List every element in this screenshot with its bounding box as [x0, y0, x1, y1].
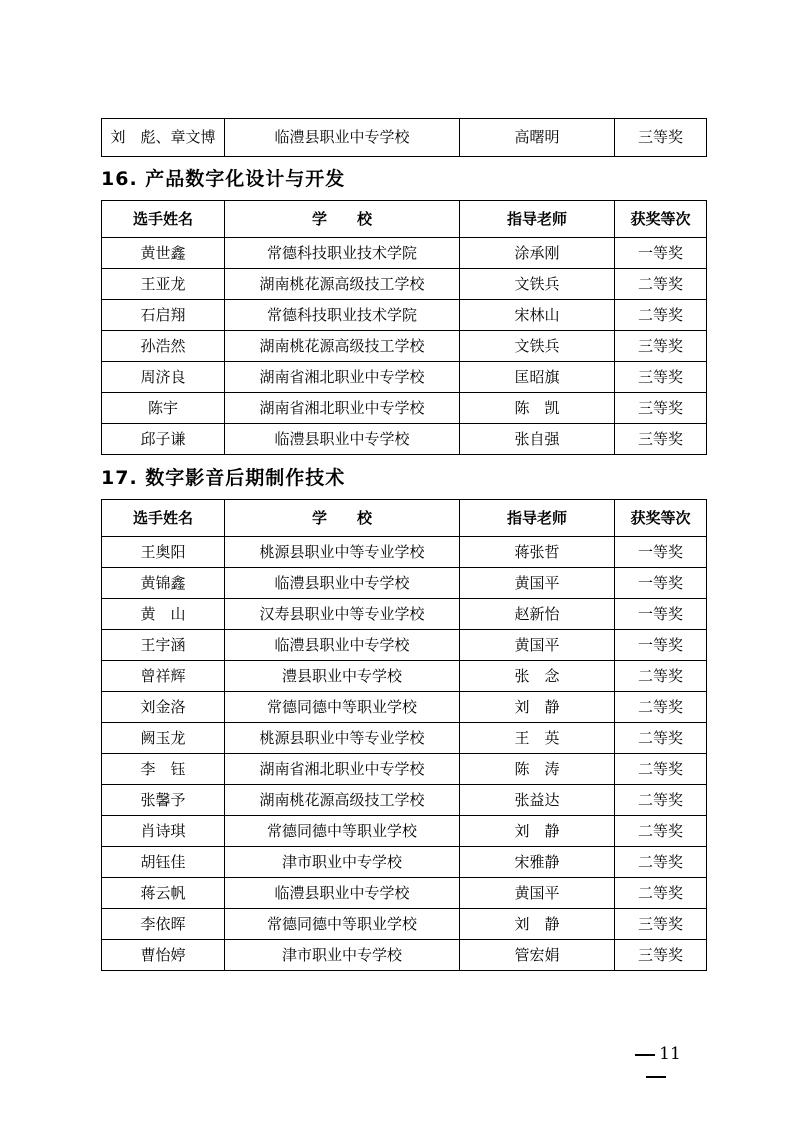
- school-cell: 临澧县职业中专学校: [225, 630, 460, 661]
- award-cell: 三等奖: [615, 331, 707, 362]
- section-16-title: 16. 产品数字化设计与开发: [101, 168, 346, 190]
- table-row: [102, 269, 707, 300]
- table-row: [102, 940, 707, 971]
- teacher-cell: 陈 涛: [460, 754, 615, 785]
- page-number: [620, 1043, 692, 1087]
- teacher-cell: 宋雅静: [460, 847, 615, 878]
- teacher-cell: 文铁兵: [460, 269, 615, 300]
- table-row: [102, 599, 707, 630]
- page-number-value: 11: [659, 1044, 681, 1064]
- table-row: [102, 661, 707, 692]
- column-header-name: 选手姓名: [102, 201, 225, 238]
- continued-results-table: [101, 118, 707, 157]
- table-row: [102, 238, 707, 269]
- school-cell: 湖南桃花源高级技工学校: [225, 785, 460, 816]
- school-cell: 湖南省湘北职业中专学校: [225, 362, 460, 393]
- table-row: [102, 331, 707, 362]
- award-cell: 三等奖: [615, 909, 707, 940]
- teacher-cell: 陈 凯: [460, 393, 615, 424]
- contestant-name-cell: 曹怡婷: [102, 940, 225, 971]
- school-cell: 澧县职业中专学校: [225, 661, 460, 692]
- contestant-name-cell: 石启翔: [102, 300, 225, 331]
- school-cell: 常德同德中等职业学校: [225, 909, 460, 940]
- table-row: [102, 537, 707, 568]
- table-row: [102, 723, 707, 754]
- table-row: [102, 119, 707, 157]
- table-row: [102, 568, 707, 599]
- award-cell: 二等奖: [615, 723, 707, 754]
- table-row: [102, 847, 707, 878]
- school-cell: 临澧县职业中专学校: [225, 119, 460, 157]
- award-cell: 三等奖: [615, 362, 707, 393]
- teacher-cell: 张 念: [460, 661, 615, 692]
- teacher-cell: 黄国平: [460, 568, 615, 599]
- table-row: [102, 909, 707, 940]
- award-cell: 一等奖: [615, 630, 707, 661]
- award-cell: 三等奖: [615, 119, 707, 157]
- table-header-row: [102, 500, 707, 537]
- contestant-name-cell: 周济良: [102, 362, 225, 393]
- contestant-name-cell: 李依晖: [102, 909, 225, 940]
- award-cell: 一等奖: [615, 238, 707, 269]
- school-cell: 津市职业中专学校: [225, 940, 460, 971]
- teacher-cell: 张自强: [460, 424, 615, 455]
- column-header-school: 学 校: [225, 500, 460, 537]
- school-cell: 常德同德中等职业学校: [225, 816, 460, 847]
- column-header-teacher: 指导老师: [460, 500, 615, 537]
- school-cell: 临澧县职业中专学校: [225, 424, 460, 455]
- school-cell: 湖南省湘北职业中专学校: [225, 393, 460, 424]
- contestant-name-cell: 曾祥辉: [102, 661, 225, 692]
- contestant-name-cell: 王奥阳: [102, 537, 225, 568]
- teacher-cell: 刘 静: [460, 909, 615, 940]
- teacher-cell: 高曙明: [460, 119, 615, 157]
- contestant-name-cell: 刘 彪、章文博: [102, 119, 225, 157]
- contestant-name-cell: 邱子谦: [102, 424, 225, 455]
- school-cell: 常德科技职业技术学院: [225, 238, 460, 269]
- table-row: [102, 300, 707, 331]
- contestant-name-cell: 阙玉龙: [102, 723, 225, 754]
- school-cell: 临澧县职业中专学校: [225, 568, 460, 599]
- award-cell: 二等奖: [615, 816, 707, 847]
- teacher-cell: 宋林山: [460, 300, 615, 331]
- contestant-name-cell: 李 钰: [102, 754, 225, 785]
- contestant-name-cell: 王亚龙: [102, 269, 225, 300]
- section-17-title: 17. 数字影音后期制作技术: [101, 467, 346, 489]
- teacher-cell: 文铁兵: [460, 331, 615, 362]
- award-cell: 一等奖: [615, 599, 707, 630]
- contestant-name-cell: 黄世鑫: [102, 238, 225, 269]
- school-cell: 常德科技职业技术学院: [225, 300, 460, 331]
- school-cell: 湖南桃花源高级技工学校: [225, 269, 460, 300]
- column-header-award: 获奖等次: [615, 500, 707, 537]
- table-row: [102, 393, 707, 424]
- school-cell: 湖南省湘北职业中专学校: [225, 754, 460, 785]
- column-header-school: 学 校: [225, 201, 460, 238]
- teacher-cell: 赵新怡: [460, 599, 615, 630]
- award-cell: 二等奖: [615, 878, 707, 909]
- section-16-results-table: [101, 200, 707, 455]
- teacher-cell: 蒋张哲: [460, 537, 615, 568]
- contestant-name-cell: 孙浩然: [102, 331, 225, 362]
- teacher-cell: 刘 静: [460, 816, 615, 847]
- column-header-award: 获奖等次: [615, 201, 707, 238]
- award-cell: 三等奖: [615, 424, 707, 455]
- teacher-cell: 刘 静: [460, 692, 615, 723]
- contestant-name-cell: 蒋云帆: [102, 878, 225, 909]
- table-row: [102, 424, 707, 455]
- school-cell: 桃源县职业中等专业学校: [225, 723, 460, 754]
- contestant-name-cell: 肖诗琪: [102, 816, 225, 847]
- table-header-row: [102, 201, 707, 238]
- award-cell: 二等奖: [615, 300, 707, 331]
- contestant-name-cell: 张馨予: [102, 785, 225, 816]
- award-cell: 一等奖: [615, 568, 707, 599]
- award-cell: 二等奖: [615, 661, 707, 692]
- teacher-cell: 张益达: [460, 785, 615, 816]
- column-header-name: 选手姓名: [102, 500, 225, 537]
- table-row: [102, 878, 707, 909]
- teacher-cell: 王 英: [460, 723, 615, 754]
- award-cell: 三等奖: [615, 940, 707, 971]
- table-row: [102, 816, 707, 847]
- contestant-name-cell: 胡钰佳: [102, 847, 225, 878]
- contestant-name-cell: 黄 山: [102, 599, 225, 630]
- award-cell: 二等奖: [615, 847, 707, 878]
- teacher-cell: 匡昭旗: [460, 362, 615, 393]
- section-17-results-table: [101, 499, 707, 971]
- award-cell: 二等奖: [615, 785, 707, 816]
- teacher-cell: 黄国平: [460, 630, 615, 661]
- teacher-cell: 黄国平: [460, 878, 615, 909]
- school-cell: 湖南桃花源高级技工学校: [225, 331, 460, 362]
- contestant-name-cell: 刘金洛: [102, 692, 225, 723]
- award-cell: 一等奖: [615, 537, 707, 568]
- award-cell: 二等奖: [615, 754, 707, 785]
- school-cell: 津市职业中专学校: [225, 847, 460, 878]
- award-cell: 二等奖: [615, 269, 707, 300]
- contestant-name-cell: 王宇涵: [102, 630, 225, 661]
- table-row: [102, 362, 707, 393]
- table-row: [102, 785, 707, 816]
- page-number-dash-right: [646, 1076, 666, 1078]
- table-row: [102, 692, 707, 723]
- school-cell: 桃源县职业中等专业学校: [225, 537, 460, 568]
- school-cell: 临澧县职业中专学校: [225, 878, 460, 909]
- school-cell: 汉寿县职业中等专业学校: [225, 599, 460, 630]
- teacher-cell: 管宏娟: [460, 940, 615, 971]
- teacher-cell: 涂承刚: [460, 238, 615, 269]
- award-cell: 二等奖: [615, 692, 707, 723]
- school-cell: 常德同德中等职业学校: [225, 692, 460, 723]
- page-number-dash-left: [635, 1054, 655, 1056]
- column-header-teacher: 指导老师: [460, 201, 615, 238]
- contestant-name-cell: 黄锦鑫: [102, 568, 225, 599]
- contestant-name-cell: 陈宇: [102, 393, 225, 424]
- table-row: [102, 754, 707, 785]
- table-row: [102, 630, 707, 661]
- award-cell: 三等奖: [615, 393, 707, 424]
